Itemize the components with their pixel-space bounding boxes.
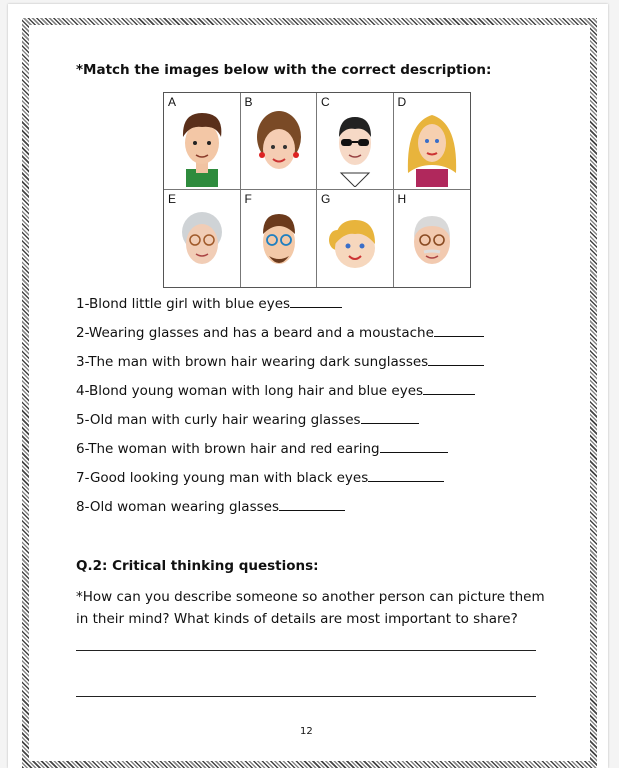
list-item: 1-Blond little girl with blue eyes bbox=[76, 296, 342, 312]
image-cell-e bbox=[164, 190, 241, 287]
cell-letter: B bbox=[244, 95, 253, 109]
answer-line[interactable] bbox=[76, 650, 536, 651]
image-grid bbox=[163, 92, 471, 288]
woman-brown-hair-face-icon bbox=[249, 103, 309, 187]
image-cell-g bbox=[317, 190, 394, 287]
man-sunglasses-face-icon bbox=[325, 103, 385, 187]
question-2-text: *How can you describe someone so another person can picture them in their mind? What kinds of details are most important to share? bbox=[76, 589, 545, 627]
page-number: 12 bbox=[300, 726, 313, 737]
answer-blank[interactable] bbox=[361, 422, 419, 424]
blond-woman-face-icon bbox=[402, 103, 462, 187]
answer-blank[interactable] bbox=[423, 393, 475, 395]
list-item: 4-Blond young woman with long hair and blue eyes bbox=[76, 383, 475, 399]
cell-letter: D bbox=[397, 95, 407, 109]
cell-letter: F bbox=[244, 192, 252, 206]
list-item: 8-Old woman wearing glasses bbox=[76, 499, 345, 515]
answer-blank[interactable] bbox=[428, 364, 484, 366]
answer-line[interactable] bbox=[76, 696, 536, 697]
list-item: 2-Wearing glasses and has a beard and a moustache bbox=[76, 325, 484, 341]
cell-letter: A bbox=[168, 95, 177, 109]
list-item: 6-The woman with brown hair and red earing bbox=[76, 441, 448, 457]
list-item: 3-The man with brown hair wearing dark sunglasses bbox=[76, 354, 484, 370]
bearded-man-glasses-face-icon bbox=[249, 200, 309, 284]
cell-letter: G bbox=[321, 192, 331, 206]
answer-blank[interactable] bbox=[380, 451, 448, 453]
answer-blank[interactable] bbox=[368, 480, 444, 482]
young-man-face-icon bbox=[172, 103, 232, 187]
answer-blank[interactable] bbox=[290, 306, 342, 308]
image-cell-d bbox=[394, 93, 471, 190]
image-cell-a bbox=[164, 93, 241, 190]
image-cell-h bbox=[394, 190, 471, 287]
old-man-glasses-face-icon bbox=[402, 200, 462, 284]
question-2-title: Q.2: Critical thinking questions: bbox=[76, 558, 319, 574]
answer-blank[interactable] bbox=[434, 335, 484, 337]
section-title: *Match the images below with the correct description: bbox=[76, 62, 492, 78]
cell-letter: E bbox=[168, 192, 177, 206]
cell-letter: C bbox=[321, 95, 330, 109]
image-cell-c bbox=[317, 93, 394, 190]
answer-blank[interactable] bbox=[279, 509, 345, 511]
list-item: 7-Good looking young man with black eyes bbox=[76, 470, 444, 486]
image-cell-b bbox=[241, 93, 318, 190]
cell-letter: H bbox=[397, 192, 407, 206]
old-woman-glasses-face-icon bbox=[172, 200, 232, 284]
list-item: 5-Old man with curly hair wearing glasses bbox=[76, 412, 419, 428]
blond-girl-face-icon bbox=[325, 200, 385, 284]
image-cell-f bbox=[241, 190, 318, 287]
